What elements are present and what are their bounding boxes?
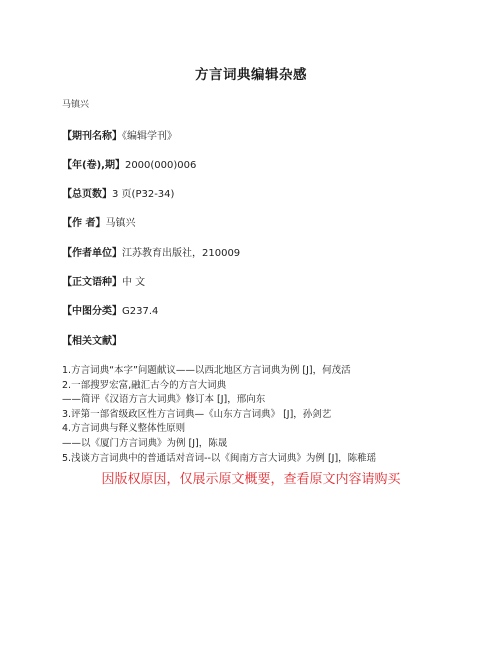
reference-item: ——以《厦门方言词典》为例 [J]，陈晟 <box>62 437 228 449</box>
field-author <box>62 214 135 229</box>
field-label: 【作 者】 <box>62 218 106 229</box>
copyright-notice: 因版权原因，仅展示原文概要，查看原文内容请购买 <box>101 472 401 487</box>
field-value: G237.4 <box>122 306 159 317</box>
field-label: 【期刊名称】 <box>62 131 122 142</box>
field-value: 《编辑学刊》 <box>122 131 177 142</box>
author-name: 马镇兴 <box>62 100 90 110</box>
field-journal-name <box>62 127 177 142</box>
references-list <box>62 364 376 466</box>
field-label: 【总页数】 <box>62 189 112 200</box>
field-classification <box>62 302 158 317</box>
reference-item: 1.方言词典“本字”问题献议——以西北地区方言词典为例 [J]，何茂活 <box>62 365 351 376</box>
field-label: 【年(卷),期】 <box>62 160 125 171</box>
page-title: 方言词典编辑杂感 <box>195 67 307 83</box>
reference-item: ——简评《汉语方言大词典》修订本 [J]，邢向东 <box>62 394 266 406</box>
field-value: 江苏教育出版社，210009 <box>122 248 241 259</box>
field-value: 2000(000)006 <box>124 160 197 171</box>
reference-item: 2.一部搜罗宏富,融汇古今的方言大词典 <box>62 379 227 391</box>
reference-item: 4.方言词典与释义整体性原则 <box>62 423 186 435</box>
reference-item: 5.浅谈方言词典中的普通话对音词--以《闽南方言大词典》为例 [J]，陈稚瑶 <box>62 452 377 464</box>
field-language <box>62 273 145 288</box>
field-page-count <box>62 185 174 200</box>
field-label: 【中图分类】 <box>62 306 122 317</box>
field-label: 【作者单位】 <box>62 248 122 259</box>
field-year-issue <box>62 156 196 171</box>
field-label: 【相关文献】 <box>62 336 122 347</box>
field-value: 中 文 <box>122 277 146 288</box>
field-value: 3 页(P32-34) <box>112 189 175 200</box>
field-author-unit <box>62 244 240 259</box>
field-related-docs <box>62 332 122 347</box>
field-value: 马镇兴 <box>105 218 136 229</box>
field-label: 【正文语种】 <box>62 277 122 288</box>
reference-item: 3.评第一部省级政区性方言词典—《山东方言词典》 [J]，孙剑艺 <box>62 408 332 420</box>
